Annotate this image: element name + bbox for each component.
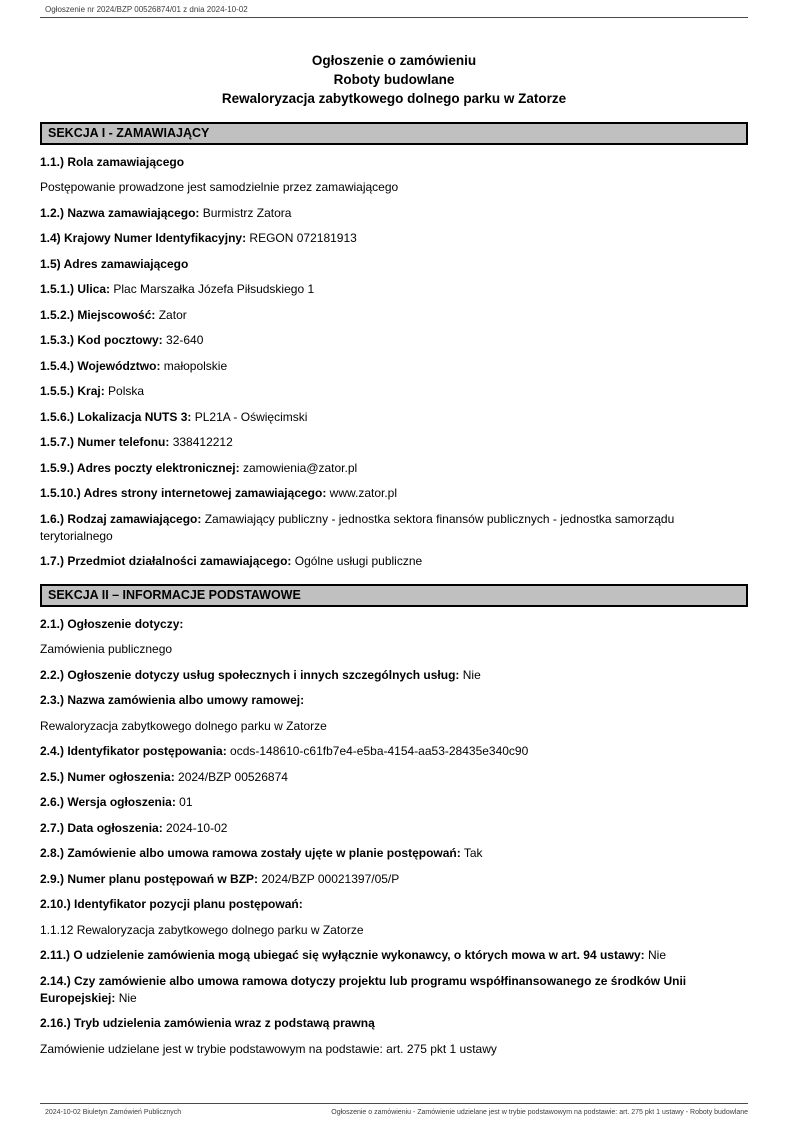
field-label-row xyxy=(40,154,748,171)
field-label: 2.3.) Nazwa zamówienia albo umowy ramowej: xyxy=(40,693,305,707)
field-row xyxy=(40,743,748,760)
field-label-row xyxy=(40,616,748,633)
field-value: Nie xyxy=(644,948,666,962)
field-label: 1.5.3.) Kod pocztowy: xyxy=(40,333,163,347)
field-label: 2.11.) O udzielenie zamówienia mogą ubiegać się wyłącznie wykonawcy, o których mowa w art. 94 ustawy: xyxy=(40,948,645,962)
field-value: zamowienia@zator.pl xyxy=(239,460,358,475)
field-value: 2024/BZP 00526874 xyxy=(174,769,288,784)
field-value-row: Postępowanie prowadzone jest samodzielnie przez zamawiającego xyxy=(40,180,399,194)
field-value: Tak xyxy=(460,846,483,860)
title-line-announcement: Ogłoszenie o zamówieniu xyxy=(311,53,477,68)
field-row xyxy=(40,332,748,349)
field-row xyxy=(40,307,748,324)
footer-announcement-label: Ogłoszenie o zamówieniu - Zamówienie udzielane jest w trybie podstawowym na podstawie: art. 275 pkt 1 ustawy - Roboty budowlane xyxy=(331,1109,748,1116)
field-row xyxy=(40,947,748,964)
field-label: 1.7.) Przedmiot działalności zamawiającego: xyxy=(40,554,292,568)
footer-bulletin-label: 2024-10-02 Biuletyn Zamówień Publicznych xyxy=(45,1109,182,1116)
field-label-row xyxy=(40,692,748,709)
field-label: 2.2.) Ogłoszenie dotyczy usług społecznych i innych szczególnych usług: xyxy=(40,667,460,682)
field-value: PL21A - Oświęcimski xyxy=(191,409,308,424)
field-row xyxy=(40,794,748,811)
field-value: Nie xyxy=(459,667,481,682)
field-label: 1.5.7.) Numer telefonu: xyxy=(40,435,170,449)
field-row xyxy=(40,553,748,570)
field-label: 1.2.) Nazwa zamawiającego: xyxy=(40,205,200,220)
field-value: 01 xyxy=(175,795,193,809)
field-value: ocds-148610-c61fb7e4-e5ba-4154-aa53-28435e340c90 xyxy=(226,744,529,758)
field-label: 1.4) Krajowy Numer Identyfikacyjny: xyxy=(40,231,247,245)
field-value: REGON 072181913 xyxy=(246,231,357,245)
field-label: 1.5.4.) Województwo: xyxy=(40,358,161,373)
field-value: 2024/BZP 00021397/05/P xyxy=(258,871,400,886)
field-row xyxy=(40,769,748,786)
document-body xyxy=(40,18,748,1066)
field-value-row: Rewaloryzacja zabytkowego dolnego parku w Zatorze xyxy=(40,718,327,733)
field-label-row xyxy=(40,1015,748,1032)
field-row xyxy=(40,485,748,502)
field-row xyxy=(40,845,748,862)
field-label: 2.14.) Czy zamówienie albo umowa ramowa dotyczy projektu lub programu współfinansowanego ze środków Unii Europejskiej: xyxy=(40,973,687,1005)
field-value: 338412212 xyxy=(169,435,233,449)
section-heading-2: SEKCJA II – INFORMACJE PODSTAWOWE xyxy=(40,584,748,607)
field-value: Zamawiający publiczny - jednostka sektora finansów publicznych - jednostka samorządu terytorialnego xyxy=(40,511,675,543)
field-label: 1.5.2.) Miejscowość: xyxy=(40,307,156,322)
field-label: 2.10.) Identyfikator pozycji planu postępowań: xyxy=(40,897,303,911)
field-row xyxy=(40,667,748,684)
field-value: www.zator.pl xyxy=(326,486,398,500)
field-row xyxy=(40,820,748,837)
field-row xyxy=(40,973,748,1007)
field-value-row: Zamówienia publicznego xyxy=(40,642,173,656)
section-heading-1: SEKCJA I - ZAMAWIAJĄCY xyxy=(40,122,748,145)
field-label: 2.16.) Tryb udzielenia zamówienia wraz z podstawą prawną xyxy=(40,1016,375,1030)
field-label: 2.6.) Wersja ogłoszenia: xyxy=(40,795,176,809)
field-label: 1.5.5.) Kraj: xyxy=(40,384,105,398)
field-label-row xyxy=(40,896,748,913)
field-label-row xyxy=(40,256,748,273)
field-row xyxy=(40,409,748,426)
field-label: 2.9.) Numer planu postępowań w BZP: xyxy=(40,871,259,886)
field-label: 1.5.9.) Adres poczty elektronicznej: xyxy=(40,460,240,475)
field-label: 2.4.) Identyfikator postępowania: xyxy=(40,744,227,758)
header-note: Ogłoszenie nr 2024/BZP 00526874/01 z dnia 2024-10-02 xyxy=(45,5,248,14)
title-line-category: Roboty budowlane xyxy=(333,72,455,87)
field-row xyxy=(40,460,748,477)
field-row xyxy=(40,230,748,247)
footer-rule xyxy=(40,1103,748,1104)
field-label: 2.1.) Ogłoszenie dotyczy: xyxy=(40,616,184,631)
field-value: Burmistrz Zatora xyxy=(199,205,292,220)
field-label: 1.5.1.) Ulica: xyxy=(40,282,111,296)
field-label: 1.5) Adres zamawiającego xyxy=(40,256,189,271)
page-header xyxy=(45,5,748,14)
field-value: Zator xyxy=(155,307,187,322)
field-row xyxy=(40,205,748,222)
field-value: Ogólne usługi publiczne xyxy=(291,554,423,568)
field-label: 2.8.) Zamówienie albo umowa ramowa zostały ujęte w planie postępowań: xyxy=(40,846,461,860)
field-row xyxy=(40,511,748,545)
field-label: 2.7.) Data ogłoszenia: xyxy=(40,820,163,835)
field-value: małopolskie xyxy=(160,358,228,373)
field-row xyxy=(40,383,748,400)
field-row xyxy=(40,358,748,375)
field-label: 1.6.) Rodzaj zamawiającego: xyxy=(40,511,202,526)
title-line-subject: Rewaloryzacja zabytkowego dolnego parku w Zatorze xyxy=(221,91,567,106)
field-row xyxy=(40,281,748,298)
field-row xyxy=(40,434,748,451)
field-label: 1.1.) Rola zamawiającego xyxy=(40,154,185,169)
field-value-row: 1.1.12 Rewaloryzacja zabytkowego dolnego parku w Zatorze xyxy=(40,922,364,937)
field-label: 1.5.10.) Adres strony internetowej zamawiającego: xyxy=(40,486,327,500)
field-label: 2.5.) Numer ogłoszenia: xyxy=(40,769,175,784)
field-value: Plac Marszałka Józefa Piłsudskiego 1 xyxy=(110,282,315,296)
field-value: Polska xyxy=(104,384,145,398)
document-title xyxy=(40,51,748,108)
sections-container xyxy=(40,122,748,1058)
field-value: Nie xyxy=(115,990,137,1005)
field-value: 32-640 xyxy=(162,333,204,347)
field-value-row: Zamówienie udzielane jest w trybie podstawowym na podstawie: art. 275 pkt 1 ustawy xyxy=(40,1041,497,1056)
field-value: 2024-10-02 xyxy=(162,820,228,835)
field-label: 1.5.6.) Lokalizacja NUTS 3: xyxy=(40,409,192,424)
field-row xyxy=(40,871,748,888)
